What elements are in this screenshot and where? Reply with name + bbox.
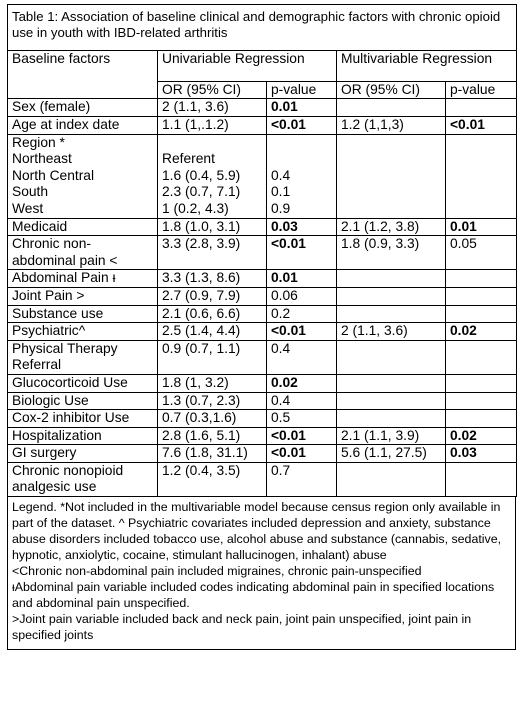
cell-text: 0.02 (271, 374, 298, 390)
header-univariable: Univariable Regression (158, 50, 337, 81)
multi-or-cell (337, 462, 446, 496)
uni-p-cell (267, 323, 337, 341)
uni-p-cell (267, 287, 337, 305)
uni-or-cell (158, 445, 267, 463)
cell-text: 0.05 (450, 236, 477, 252)
cell-text: 7.6 (1.8, 31.1) (162, 445, 248, 461)
multi-or-cell (337, 305, 446, 323)
uni-or-cell (158, 305, 267, 323)
multi-or-cell (337, 236, 446, 270)
cell-text: <0.01 (271, 445, 306, 461)
cell-text (450, 135, 516, 152)
multi-p-cell (446, 323, 517, 341)
cell-text: South (12, 184, 49, 200)
cell-text: 0.9 (271, 200, 291, 216)
header-multi-or: OR (95% CI) (337, 81, 446, 99)
cell-text (450, 288, 516, 305)
uni-or-cell (158, 218, 267, 236)
uni-or-cell (158, 270, 267, 288)
cell-text: <0.01 (271, 236, 306, 252)
cell-text: Referent (162, 151, 215, 167)
header-row (8, 50, 517, 81)
uni-p-cell (267, 99, 337, 117)
cell-text (450, 99, 516, 116)
cell-text: Age at index date (12, 117, 120, 132)
cell-text (450, 306, 516, 323)
uni-p-cell (267, 305, 337, 323)
cell-text: <0.01 (271, 117, 306, 132)
factor-cell (8, 462, 158, 496)
cell-text: Glucocorticoid Use (12, 374, 128, 390)
table-row (8, 427, 517, 445)
header-multi-p: p-value (446, 81, 517, 99)
cell-text (341, 135, 445, 152)
factor-cell (8, 374, 158, 392)
cell-text (450, 270, 516, 287)
cell-text (271, 135, 336, 152)
uni-p-cell (267, 392, 337, 410)
cell-text: analgesic use (12, 479, 97, 495)
table-row (8, 99, 517, 117)
cell-text: 0.7 (271, 462, 291, 478)
cell-text: 0.01 (271, 270, 298, 286)
cell-text (450, 393, 516, 410)
cell-text (341, 393, 445, 410)
factor-cell (8, 236, 158, 270)
uni-or-cell (158, 340, 267, 374)
cell-text: 2.7 (0.9, 7.9) (162, 287, 241, 303)
cell-text: Chronic non- (12, 236, 91, 252)
table-row (8, 305, 517, 323)
cell-text: 0.01 (450, 218, 477, 234)
cell-text: 0.5 (271, 410, 291, 426)
multi-or-cell (337, 410, 446, 428)
cell-text (450, 341, 516, 358)
uni-p-cell (267, 218, 337, 236)
uni-p-cell (267, 427, 337, 445)
cell-text: Chronic nonopioid (12, 462, 124, 478)
factor-cell (8, 99, 158, 117)
multi-p-cell (446, 99, 517, 117)
factor-cell (8, 134, 158, 218)
cell-text: Referral (12, 357, 62, 373)
cell-text: Medicaid (12, 218, 68, 234)
cell-text (341, 375, 445, 392)
cell-text: West (12, 200, 44, 216)
results-table (7, 4, 517, 497)
cell-text: 0.02 (450, 427, 477, 443)
cell-text (450, 463, 516, 480)
multi-p-cell (446, 462, 517, 496)
table-row (8, 117, 517, 135)
multi-p-cell (446, 374, 517, 392)
multi-or-cell (337, 323, 446, 341)
cell-text: 1.2 (0.4, 3.5) (162, 462, 241, 478)
uni-p-cell (267, 374, 337, 392)
uni-or-cell (158, 374, 267, 392)
cell-text: <0.01 (450, 117, 485, 132)
cell-text: 1.8 (0.9, 3.3) (341, 236, 420, 252)
uni-p-cell (267, 270, 337, 288)
cell-text: 2.8 (1.6, 5.1) (162, 427, 241, 443)
uni-p-cell (267, 236, 337, 270)
cell-text: Sex (female) (12, 99, 91, 115)
uni-or-cell (158, 410, 267, 428)
table-row (8, 287, 517, 305)
multi-p-cell (446, 134, 517, 218)
uni-or-cell (158, 392, 267, 410)
uni-or-cell (158, 323, 267, 341)
multi-or-cell (337, 427, 446, 445)
multi-or-cell (337, 392, 446, 410)
multi-or-cell (337, 134, 446, 218)
cell-text: Cox-2 inhibitor Use (12, 410, 130, 426)
table-row (8, 340, 517, 374)
cell-text: 0.01 (271, 99, 298, 115)
cell-text (341, 288, 445, 305)
multi-p-cell (446, 270, 517, 288)
cell-text: 2.1 (1.2, 3.8) (341, 218, 420, 234)
cell-text (450, 375, 516, 392)
multi-or-cell (337, 218, 446, 236)
cell-text: 0.1 (271, 184, 291, 200)
cell-text: Region * (12, 134, 65, 150)
uni-or-cell (158, 99, 267, 117)
cell-text: 2 (1.1, 3.6) (341, 323, 408, 339)
uni-or-cell (158, 117, 267, 135)
multi-p-cell (446, 410, 517, 428)
uni-p-cell (267, 410, 337, 428)
factor-cell (8, 445, 158, 463)
factor-cell (8, 270, 158, 288)
multi-p-cell (446, 218, 517, 236)
table-row (8, 410, 517, 428)
cell-text: 0.2 (271, 305, 291, 321)
uni-or-cell (158, 134, 267, 218)
cell-text: 1 (0.2, 4.3) (162, 200, 229, 216)
cell-text (341, 306, 445, 323)
cell-text: 3.3 (1.3, 8.6) (162, 270, 241, 286)
cell-text: 0.9 (0.7, 1.1) (162, 340, 241, 356)
uni-p-cell (267, 445, 337, 463)
cell-text (450, 410, 516, 427)
cell-text: Joint Pain ˃ (12, 287, 85, 303)
cell-text: 2.5 (1.4, 4.4) (162, 323, 241, 339)
cell-text: 1.1 (1,.1.2) (162, 117, 229, 132)
table-row (8, 236, 517, 270)
cell-text (341, 341, 445, 358)
multi-or-cell (337, 117, 446, 135)
cell-text: North Central (12, 167, 95, 183)
cell-text: 0.06 (271, 287, 298, 303)
cell-text: Physical Therapy (12, 340, 118, 356)
cell-text: 0.4 (271, 167, 291, 183)
cell-text: 1.8 (1.0, 3.1) (162, 218, 241, 234)
cell-text: 0.03 (271, 218, 298, 234)
multi-or-cell (337, 287, 446, 305)
header-uni-p: p-value (267, 81, 337, 99)
multi-or-cell (337, 99, 446, 117)
multi-p-cell (446, 117, 517, 135)
factor-cell (8, 218, 158, 236)
multi-p-cell (446, 340, 517, 374)
table-row (8, 323, 517, 341)
factor-cell (8, 323, 158, 341)
multi-or-cell (337, 270, 446, 288)
legend-line: ˃Joint pain variable included back and neck pain, joint pain unspecified, joint pain in specified joints (12, 612, 472, 643)
cell-text: Abdominal Pain ᵻ (12, 270, 116, 286)
table-row (8, 134, 517, 218)
cell-text (271, 151, 336, 168)
legend-line: ˂Chronic non-abdominal pain included migraines, chronic pain-unspecified (12, 564, 422, 579)
cell-text: 0.4 (271, 392, 291, 408)
table-row (8, 462, 517, 496)
uni-or-cell (158, 462, 267, 496)
cell-text: 5.6 (1.1, 27.5) (341, 445, 427, 461)
cell-text: 2.1 (1.1, 3.9) (341, 427, 420, 443)
document (7, 4, 516, 710)
cell-text: 2 (1.1, 3.6) (162, 99, 229, 115)
cell-text: 2.1 (0.6, 6.6) (162, 305, 241, 321)
multi-or-cell (337, 445, 446, 463)
factor-cell (8, 117, 158, 135)
uni-p-cell (267, 340, 337, 374)
cell-text: 1.6 (0.4, 5.9) (162, 167, 241, 183)
multi-p-cell (446, 305, 517, 323)
uni-or-cell (158, 427, 267, 445)
cell-text: <0.01 (271, 323, 306, 339)
legend-line: ᵻAbdominal pain variable included codes indicating abdominal pain in specified locations and abdominal pain unspecified. (12, 580, 495, 611)
factor-cell (8, 392, 158, 410)
cell-text: 0.4 (271, 340, 291, 356)
factor-cell (8, 410, 158, 428)
factor-cell (8, 340, 158, 374)
factor-cell (8, 305, 158, 323)
uni-p-cell (267, 134, 337, 218)
header-baseline-factors: Baseline factors (8, 50, 158, 99)
header-uni-or: OR (95% CI) (158, 81, 267, 99)
cell-text (341, 270, 445, 287)
table-row (8, 218, 517, 236)
factor-cell (8, 287, 158, 305)
multi-p-cell (446, 392, 517, 410)
cell-text: 2.3 (0.7, 7.1) (162, 184, 241, 200)
cell-text (341, 99, 445, 116)
multi-or-cell (337, 340, 446, 374)
multi-p-cell (446, 287, 517, 305)
table-row (8, 374, 517, 392)
cell-text: 1.8 (1, 3.2) (162, 374, 229, 390)
multi-or-cell (337, 374, 446, 392)
uni-or-cell (158, 287, 267, 305)
legend (8, 497, 516, 650)
cell-text: 1.3 (0.7, 2.3) (162, 392, 241, 408)
uni-p-cell (267, 117, 337, 135)
cell-text (341, 463, 445, 480)
cell-text: 0.7 (0.3,1.6) (162, 410, 237, 426)
header-multivariable: Multivariable Regression (337, 50, 517, 81)
cell-text (162, 135, 266, 152)
cell-text: Hospitalization (12, 427, 102, 443)
legend-table (7, 496, 516, 650)
cell-text: abdominal pain ˂ (12, 252, 118, 268)
title-row (8, 5, 517, 51)
uni-p-cell (267, 462, 337, 496)
cell-text: Psychiatric^ (12, 323, 86, 339)
table-row (8, 270, 517, 288)
table-title: Table 1: Association of baseline clinical and demographic factors with chronic opioid use in youth with IBD-related arthritis (8, 5, 517, 51)
cell-text: 3.3 (2.8, 3.9) (162, 236, 241, 252)
multi-p-cell (446, 445, 517, 463)
legend-row (8, 497, 516, 650)
table-row (8, 445, 517, 463)
legend-line: Legend. *Not included in the multivariable model because census region only available in part of the dataset. ^ Psychiatric covariates included depression and anxiety, substance abuse disorders included tobacco use, alcohol abuse and substance (cannabis, sedative, hypnotic, anxiolytic, cocaine, stimulant hallucinogen, inhalant) abuse (12, 500, 502, 563)
multi-p-cell (446, 427, 517, 445)
table-row (8, 392, 517, 410)
cell-text: 1.2 (1,1,3) (341, 117, 404, 132)
cell-text: Northeast (12, 151, 72, 167)
cell-text: 0.02 (450, 323, 477, 339)
cell-text: Biologic Use (12, 392, 89, 408)
uni-or-cell (158, 236, 267, 270)
cell-text (341, 410, 445, 427)
cell-text: <0.01 (271, 427, 306, 443)
cell-text: GI surgery (12, 445, 77, 461)
cell-text: Substance use (12, 305, 104, 321)
factor-cell (8, 427, 158, 445)
multi-p-cell (446, 236, 517, 270)
cell-text: 0.03 (450, 445, 477, 461)
